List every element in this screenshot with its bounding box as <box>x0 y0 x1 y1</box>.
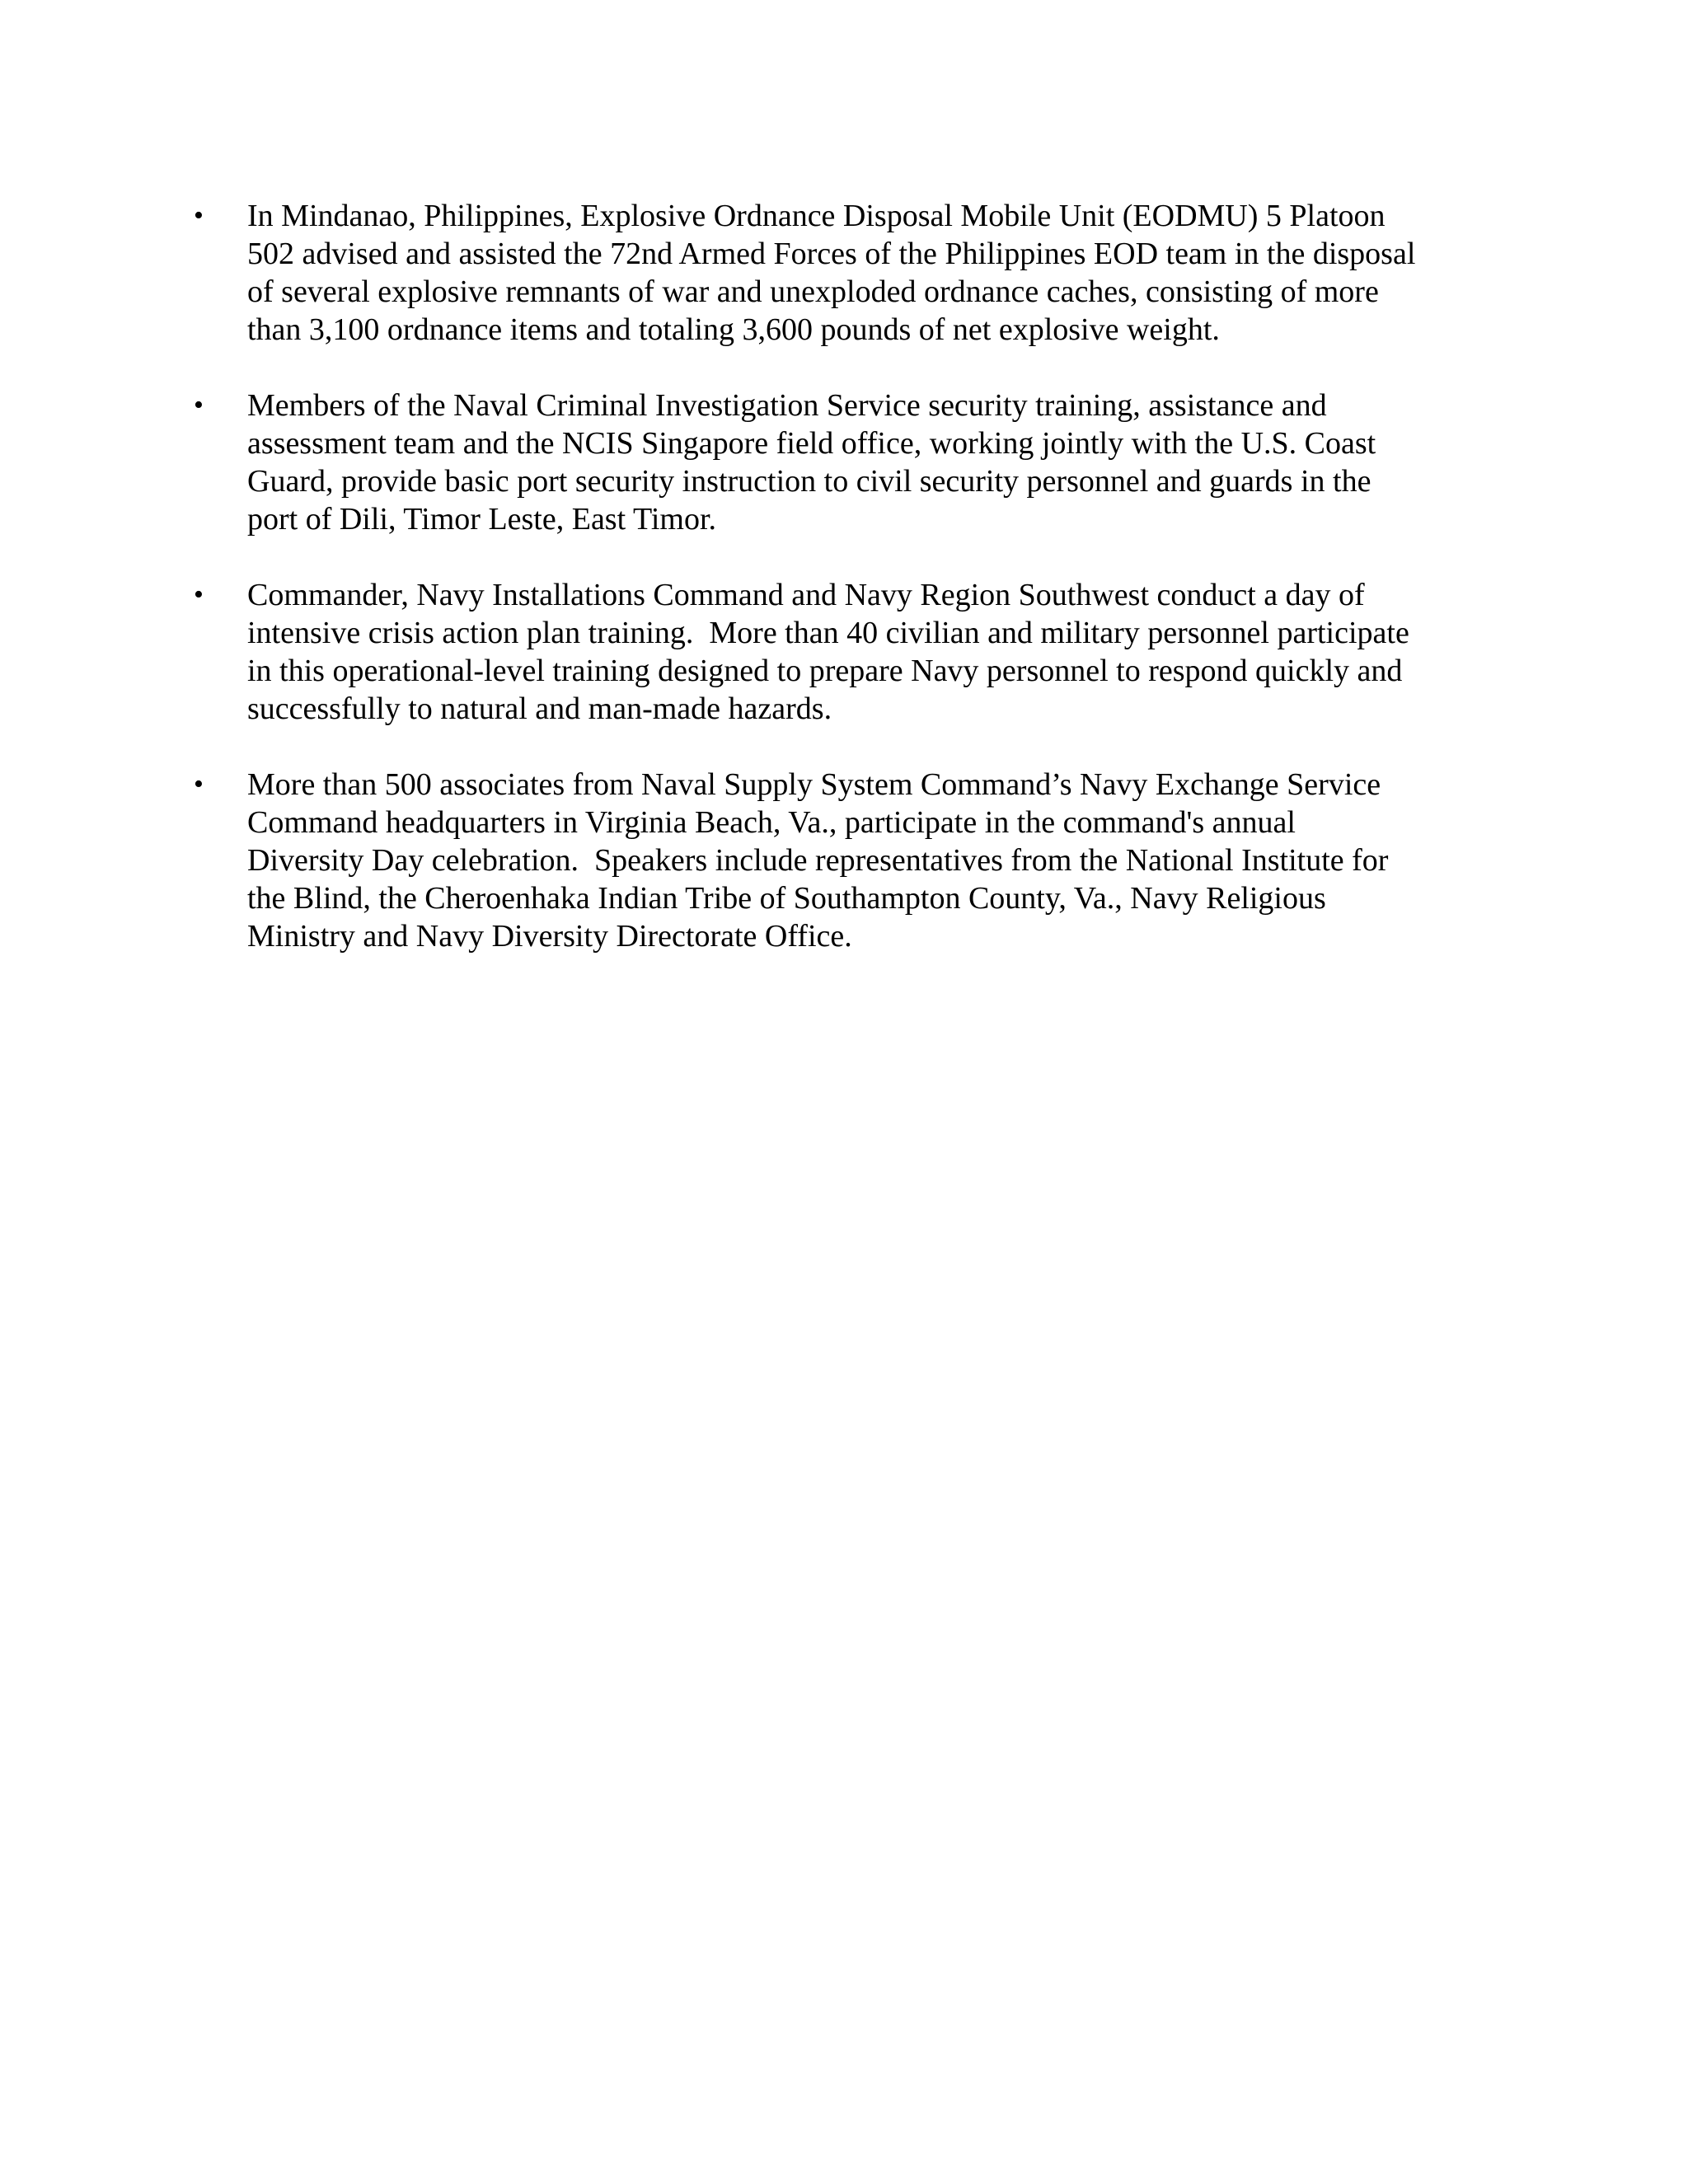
item-4-line-4: the Blind, the Cheroenhaka Indian Tribe of Southampton County, Va., Navy Religious <box>247 881 1326 916</box>
item-3-line-4: successfully to natural and man-made hazards. <box>247 691 832 726</box>
item-1-line-2: 502 advised and assisted the 72nd Armed Forces of the Philippines EOD team in the disposal <box>247 237 1416 271</box>
item-4-line-1: More than 500 associates from Naval Supply System Command’s Navy Exchange Service <box>247 767 1381 802</box>
item-3-line-1: Commander, Navy Installations Command and Navy Region Southwest conduct a day of <box>247 578 1365 612</box>
bullet-item-eodmu <box>194 197 1500 349</box>
item-1-line-3: of several explosive remnants of war and unexploded ordnance caches, consisting of more <box>247 274 1379 309</box>
bullet-item-cnic <box>194 576 1500 728</box>
bullet-icon: • <box>194 200 204 231</box>
bullet-icon: • <box>194 390 204 420</box>
item-2-line-3: Guard, provide basic port security instruction to civil security personnel and guards in the <box>247 464 1372 499</box>
bullet-item-navsup <box>194 766 1500 955</box>
item-3-line-2: intensive crisis action plan training. More than 40 civilian and military personnel participate <box>247 616 1409 650</box>
item-1-line-1: In Mindanao, Philippines, Explosive Ordnance Disposal Mobile Unit (EODMU) 5 Platoon <box>247 199 1386 233</box>
bullet-item-ncis <box>194 387 1500 538</box>
item-4-line-3: Diversity Day celebration. Speakers include representatives from the National Institute for <box>247 843 1389 878</box>
item-2-line-1: Members of the Naval Criminal Investigation Service security training, assistance and <box>247 388 1327 423</box>
item-4-line-5: Ministry and Navy Diversity Directorate Office. <box>247 919 852 954</box>
item-1-line-4: than 3,100 ordnance items and totaling 3,600 pounds of net explosive weight. <box>247 312 1220 347</box>
item-4-line-2: Command headquarters in Virginia Beach, Va., participate in the command's annual <box>247 805 1296 840</box>
item-2-line-4: port of Dili, Timor Leste, East Timor. <box>247 502 717 537</box>
item-3-line-3: in this operational-level training designed to prepare Navy personnel to respond quickly and <box>247 654 1403 688</box>
item-2-line-2: assessment team and the NCIS Singapore field office, working jointly with the U.S. Coast <box>247 426 1376 461</box>
bullet-icon: • <box>194 769 204 799</box>
bullet-icon: • <box>194 579 204 610</box>
bullet-list <box>194 197 1500 993</box>
